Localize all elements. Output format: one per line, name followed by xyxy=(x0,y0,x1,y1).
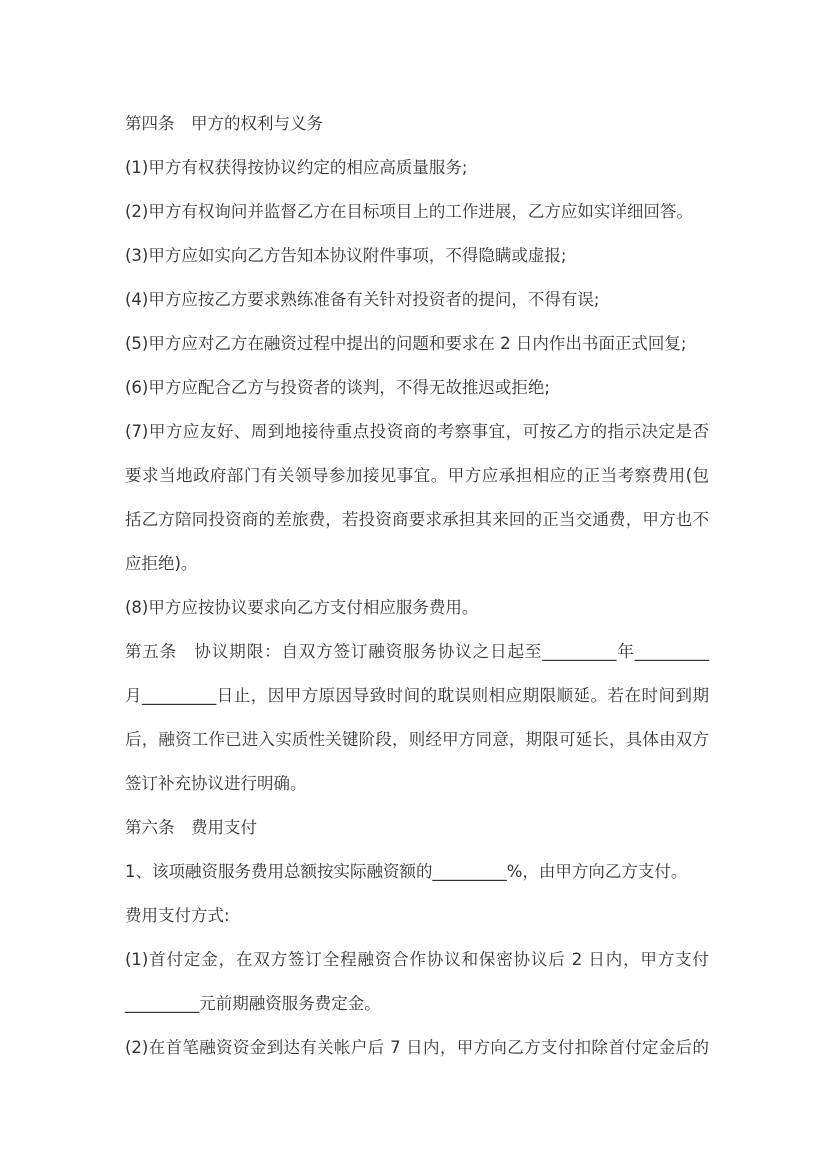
text-line: (2)在首笔融资资金到达有关帐户后 7 日内，甲方向乙方支付扣除首付定金后的 xyxy=(125,1038,709,1057)
text-line: _________元前期融资服务费定金。 xyxy=(125,994,381,1013)
text-line: 第六条 费用支付 xyxy=(125,818,257,837)
text-line: 月_________日止，因甲方原因导致时间的耽误则相应期限顺延。若在时间到期 xyxy=(125,686,709,705)
document-body xyxy=(125,102,709,1070)
text-line: (2)甲方有权询问并监督乙方在目标项目上的工作进展，乙方应如实详细回答。 xyxy=(125,202,693,221)
text-line: 括乙方陪同投资商的差旅费，若投资商要求承担其来回的正当交通费，甲方也不 xyxy=(125,510,709,529)
text-line: (8)甲方应按协议要求向乙方支付相应服务费用。 xyxy=(125,598,479,617)
text-line: 应拒绝)。 xyxy=(125,554,198,573)
text-line: (7)甲方应友好、周到地接待重点投资商的考察事宜，可按乙方的指示决定是否 xyxy=(125,422,709,441)
text-line: (1)首付定金，在双方签订全程融资合作协议和保密协议后 2 日内，甲方支付 xyxy=(125,950,709,969)
text-line: 签订补充协议进行明确。 xyxy=(125,774,307,793)
text-line: 1、该项融资服务费用总额按实际融资额的_________%，由甲方向乙方支付。 xyxy=(125,862,688,881)
text-line: 要求当地政府部门有关领导参加接见事宜。甲方应承担相应的正当考察费用(包 xyxy=(125,466,709,485)
text-line: 费用支付方式: xyxy=(125,906,230,925)
text-line: 后，融资工作已进入实质性关键阶段，则经甲方同意，期限可延长，具体由双方 xyxy=(125,730,709,749)
text-line: 第五条 协议期限：自双方签订融资服务协议之日起至_________年_________ xyxy=(125,642,709,661)
text-line: (5)甲方应对乙方在融资过程中提出的问题和要求在 2 日内作出书面正式回复; xyxy=(125,334,687,353)
text-line: (1)甲方有权获得按协议约定的相应高质量服务; xyxy=(125,158,468,177)
text-line: (4)甲方应按乙方要求熟练准备有关针对投资者的提问，不得有误; xyxy=(125,290,600,309)
text-line: (6)甲方应配合乙方与投资者的谈判，不得无故推迟或拒绝; xyxy=(125,378,550,397)
text-line: (3)甲方应如实向乙方告知本协议附件事项，不得隐瞒或虚报; xyxy=(125,246,567,265)
text-line: 第四条 甲方的权利与义务 xyxy=(125,114,323,133)
